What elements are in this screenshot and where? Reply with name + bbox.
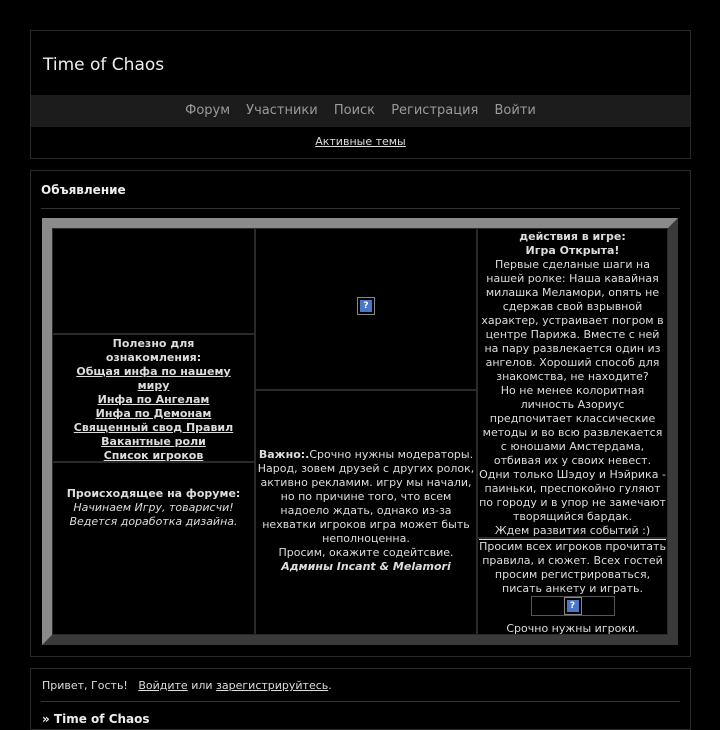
- nav-members[interactable]: Участники: [246, 103, 318, 118]
- divider: [41, 208, 680, 209]
- empty-cell: [52, 228, 255, 334]
- link-world-info[interactable]: Общая инфа по нашему миру: [76, 365, 231, 392]
- help-text: Просим, окажите содейтсвие.: [278, 546, 454, 559]
- nav-login[interactable]: Войти: [494, 103, 536, 118]
- login-link[interactable]: Войдите: [138, 679, 188, 692]
- link-player-list[interactable]: Список игроков: [103, 449, 204, 462]
- or-text: или: [191, 679, 213, 692]
- happening-line: Начинаем Игру, товарисчи!: [73, 501, 234, 514]
- story-text: Первые сделаные шаги на нашей ролке: Наша кавайная милашка Меламори, опять не сдержав свой взрывной характер, устраивает погром в центре Парижа. Вместе с ней на пару развлекается один из ангелов. Хороший способ для знакомства, не находите?: [481, 258, 664, 383]
- important-cell: [255, 390, 477, 635]
- request-text: Просим всех игроков прочитать правила, и сюжет. Всех гостей просим регистрироваться, писать анкету и играть.: [479, 540, 666, 595]
- link-vacant-roles[interactable]: Вакантные роли: [101, 435, 206, 448]
- important-text: Важно:.Срочно нужны модераторы. Народ, зовем друзей с других ролок, активно рекламим. игру мы начали, но по причине того, что всем надоело ждать, однако из-за нехватки игроков игра может быть неполноценна.: [257, 448, 475, 545]
- events-cell: [477, 228, 668, 538]
- happening-line: Ведется доработка дизайна.: [69, 515, 238, 528]
- greeting: Привет, Гость!: [42, 679, 128, 692]
- link-rules[interactable]: Священный свод Правил: [73, 421, 234, 434]
- waiting-text: Ждем развития событий :): [479, 524, 666, 540]
- image-cell: [255, 228, 477, 390]
- nav-register[interactable]: Регистрация: [391, 103, 479, 118]
- need-players: Срочно нужны игроки.: [506, 622, 639, 635]
- nav-search[interactable]: Поиск: [333, 103, 376, 118]
- admins-signature: Админы Incant & Melamori: [281, 560, 451, 573]
- game-open: Игра Открыта!: [525, 244, 620, 257]
- announcement-panel: [30, 170, 691, 657]
- announcement-title: Объявление: [41, 183, 126, 197]
- register-link[interactable]: зарегистрируйтесь: [216, 679, 329, 692]
- broken-image-icon: ?: [564, 597, 582, 615]
- happening-cell: [52, 462, 255, 635]
- announcement-frame: [42, 218, 678, 645]
- request-cell: [477, 538, 668, 635]
- welcome-panel: [30, 668, 691, 730]
- divider: [41, 701, 680, 702]
- happening-heading: Происходящее на форуме:: [66, 487, 241, 500]
- story-text: Но не менее колоритная личность Азориус предпочитает классические методы и во всю развлекается с юношами Амстердама, отбивая их у своих невест.: [482, 384, 663, 467]
- site-title[interactable]: Time of Chaos: [43, 55, 165, 75]
- events-heading: действия в игре:: [519, 230, 626, 243]
- header-panel: [30, 30, 691, 159]
- active-topics-link[interactable]: Активные темы: [315, 135, 406, 148]
- story-text: Одни только Шэдоу и Нэйрика - паиньки, преспокойно гуляют по городу и в упор не замечают творящийся бардак.: [479, 468, 666, 523]
- broken-image-icon: ?: [357, 297, 375, 315]
- link-demons-info[interactable]: Инфа по Демонам: [95, 407, 212, 420]
- useful-links-cell: [52, 334, 255, 462]
- useful-heading: Полезно для ознакомления:: [105, 337, 202, 364]
- nav-forum[interactable]: Форум: [185, 103, 231, 118]
- important-label: Важно:.: [258, 448, 310, 461]
- link-angels-info[interactable]: Инфа по Ангелам: [97, 393, 210, 406]
- image-box: [531, 596, 615, 616]
- main-nav: [31, 95, 690, 127]
- breadcrumb[interactable]: » Time of Chaos: [42, 712, 150, 726]
- welcome-text: Привет, Гость! Войдите или зарегистрируйтесь.: [42, 679, 332, 692]
